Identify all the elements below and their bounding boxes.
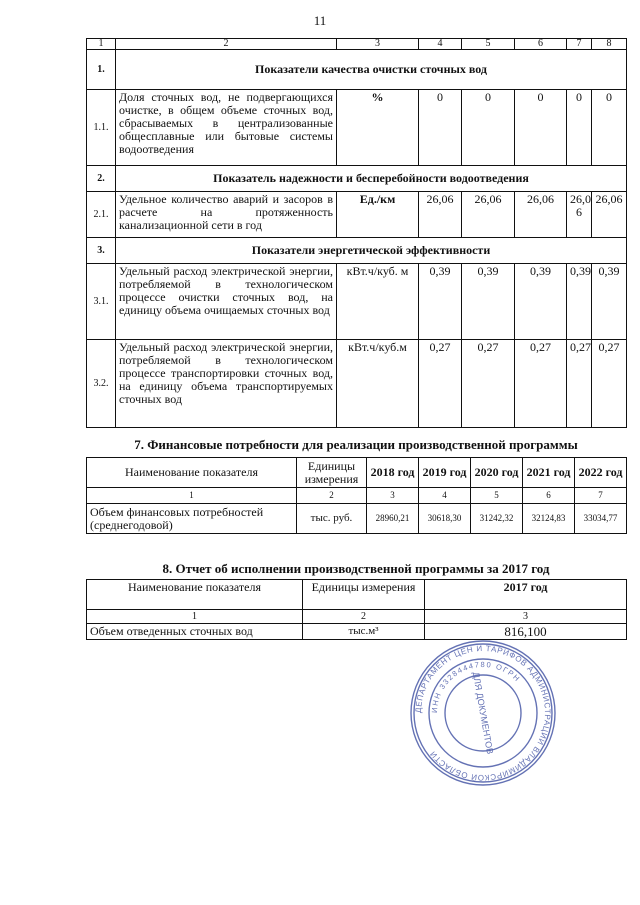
header-year: 2020 год <box>471 458 523 488</box>
program-report-table <box>86 579 627 640</box>
value-cell: 0,27 <box>567 340 592 428</box>
unit-cell: тыс.м³ <box>303 624 425 640</box>
header-year: 2019 год <box>419 458 471 488</box>
col-number: 1 <box>87 488 297 504</box>
value-cell: 32124,83 <box>523 504 575 534</box>
header-name: Наименование показателя <box>87 458 297 488</box>
section-title: Показатели энергетической эффективности <box>116 238 627 264</box>
value-cell: 0 <box>592 90 627 166</box>
header-year: 2017 год <box>425 580 627 610</box>
value-cell: 0 <box>462 90 515 166</box>
indicator-name: Объем отведенных сточных вод <box>87 624 303 640</box>
value-cell: 28960,21 <box>367 504 419 534</box>
stamp-center-text: ДЛЯ ДОКУМЕНТОВ <box>470 671 496 755</box>
section-row <box>87 50 627 90</box>
row-number: 3.1. <box>87 264 116 340</box>
value-cell: 31242,32 <box>471 504 523 534</box>
col-number: 4 <box>419 39 462 50</box>
header-row <box>87 458 627 488</box>
value-cell: 26,06 <box>515 192 567 238</box>
table-row <box>87 90 627 166</box>
value-cell: 26,06 <box>462 192 515 238</box>
col-number: 2 <box>116 39 337 50</box>
indicator-name: Объем финансовых потребностей (среднегодовой) <box>87 504 297 534</box>
value-cell: 0,39 <box>592 264 627 340</box>
page-number: 11 <box>313 13 327 28</box>
section-8-heading: 8. Отчет об исполнении производственной программы за 2017 год <box>162 561 550 576</box>
col-number: 2 <box>297 488 367 504</box>
unit-cell: Ед./км <box>337 192 419 238</box>
col-number: 5 <box>462 39 515 50</box>
value-cell: 0 <box>567 90 592 166</box>
section-row <box>87 238 627 264</box>
official-stamp <box>408 638 558 788</box>
col-number: 1 <box>87 39 116 50</box>
col-number: 3 <box>425 610 627 624</box>
section-title: Показатели качества очистки сточных вод <box>116 50 627 90</box>
section-number: 3. <box>87 238 116 264</box>
column-number-row <box>87 39 627 50</box>
indicator-name: Удельный расход электрической энергии, потребляемой в технологическом процессе транспортировки сточных вод, на единицу объема транспортируемых сточных вод <box>116 340 337 428</box>
col-number: 7 <box>575 488 627 504</box>
section-number: 2. <box>87 166 116 192</box>
indicators-table <box>86 38 627 428</box>
value-cell: 26,06 <box>592 192 627 238</box>
value-cell: 0,27 <box>592 340 627 428</box>
header-unit: Единицы измерения <box>303 580 425 610</box>
value-cell: 0,39 <box>419 264 462 340</box>
section-7-heading: 7. Финансовые потребности для реализации производственной программы <box>134 437 578 452</box>
col-number: 6 <box>515 39 567 50</box>
value-cell: 0 <box>419 90 462 166</box>
table-row <box>87 264 627 340</box>
value-cell: 0,39 <box>515 264 567 340</box>
col-number: 3 <box>337 39 419 50</box>
row-number: 1.1. <box>87 90 116 166</box>
value-cell: 33034,77 <box>575 504 627 534</box>
header-unit: Единицы измерения <box>297 458 367 488</box>
unit-cell: кВт.ч/куб.м <box>337 340 419 428</box>
col-number: 1 <box>87 610 303 624</box>
indicator-name: Удельное количество аварий и засоров в расчете на протяженность канализационной сети в год <box>116 192 337 238</box>
col-number: 6 <box>523 488 575 504</box>
value-cell: 0,27 <box>515 340 567 428</box>
value-cell: 30618,30 <box>419 504 471 534</box>
value-cell: 0 <box>515 90 567 166</box>
row-number: 3.2. <box>87 340 116 428</box>
value-cell: 0,27 <box>419 340 462 428</box>
section-row <box>87 166 627 192</box>
value-cell: 0,39 <box>462 264 515 340</box>
row-number: 2.1. <box>87 192 116 238</box>
col-number: 3 <box>367 488 419 504</box>
unit-cell: тыс. руб. <box>297 504 367 534</box>
col-number: 5 <box>471 488 523 504</box>
header-year: 2022 год <box>575 458 627 488</box>
section-number: 1. <box>87 50 116 90</box>
stamp-outer-text: ДЕПАРТАМЕНТ ЦЕН И ТАРИФОВ АДМИНИСТРАЦИИ ВЛАДИМИРСКОЙ ОБЛАСТИ <box>413 643 553 783</box>
value-cell: 26,06 <box>419 192 462 238</box>
col-number: 8 <box>592 39 627 50</box>
value-cell: 0,39 <box>567 264 592 340</box>
financial-needs-table <box>86 457 627 534</box>
table-row <box>87 504 627 534</box>
header-year: 2021 год <box>523 458 575 488</box>
value-cell: 26,0 6 <box>567 192 592 238</box>
unit-cell: кВт.ч/куб. м <box>337 264 419 340</box>
stamp-inner-text: ИНН 3328444780 ОГРН <box>429 659 523 714</box>
table-row <box>87 340 627 428</box>
column-number-row <box>87 488 627 504</box>
indicator-name: Удельный расход электрической энергии, потребляемой в технологическом процессе очистки сточных вод, на единицу объема очищаемых сточных вод <box>116 264 337 340</box>
unit-cell: % <box>337 90 419 166</box>
value-cell: 816,100 <box>425 624 627 640</box>
indicator-name: Доля сточных вод, не подвергающихся очистке, в общем объеме сточных вод, сбрасываемых в централизованные общесплавные или бытовые системы водоотведения <box>116 90 337 166</box>
header-year: 2018 год <box>367 458 419 488</box>
column-number-row <box>87 610 627 624</box>
table-row <box>87 192 627 238</box>
col-number: 4 <box>419 488 471 504</box>
value-cell: 0,27 <box>462 340 515 428</box>
section-title: Показатель надежности и бесперебойности водоотведения <box>116 166 627 192</box>
col-number: 2 <box>303 610 425 624</box>
header-row <box>87 580 627 610</box>
col-number: 7 <box>567 39 592 50</box>
header-name: Наименование показателя <box>87 580 303 610</box>
